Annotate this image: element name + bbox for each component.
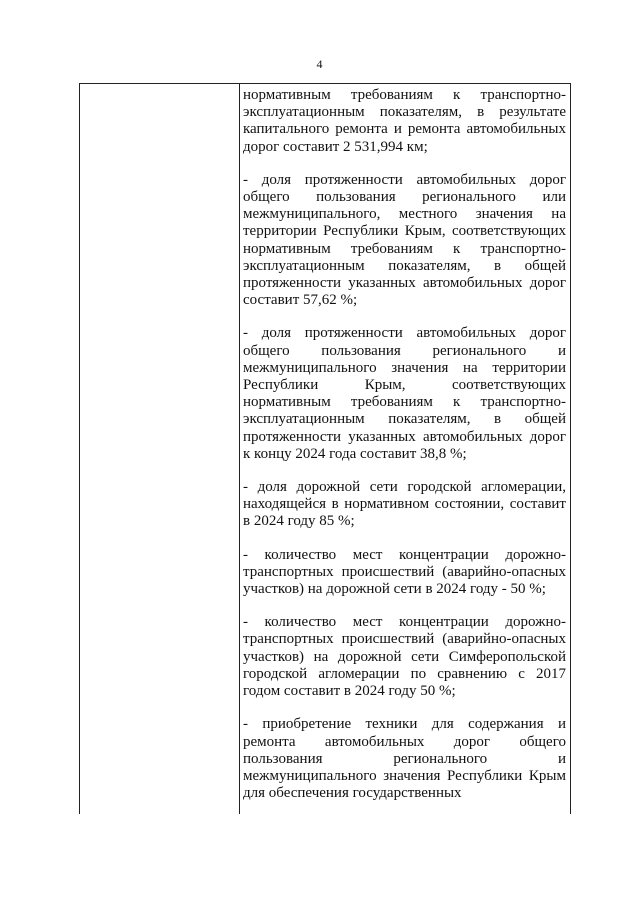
page-number: 4 bbox=[316, 57, 323, 71]
paragraph-share-roads-regional-2024: - доля протяженности автомобильных дорог общего пользования регионального и межмуниципального значения на территории Республики Крым, соответствующих нормативным требованиям к транспортно-эксплуатационным показателям, в общей протяженности указанных автомобильных дорог к концу 2024 года составит 38,8 %; bbox=[243, 325, 566, 462]
paragraph-equipment-purchase: - приобретение техники для содержания и ремонта автомобильных дорог общего пользования регионального и межмуниципального значения Республики Крым для обеспечения государственных bbox=[243, 716, 566, 802]
table-right-cell bbox=[240, 84, 570, 814]
table-left-cell bbox=[80, 84, 240, 814]
document-table bbox=[79, 83, 571, 814]
paragraph-share-roads-regional-local: - доля протяженности автомобильных дорог общего пользования регионального или межмуниципального, местного значения на территории Республики Крым, соответствующих нормативным требованиям к транспортно-эксплуатационным показателям, в общей протяженности указанных автомобильных дорог составит 57,62 %; bbox=[243, 171, 566, 309]
paragraph-accident-places: - количество мест концентрации дорожно-транспортных происшествий (аварийно-опасных участков) на дорожной сети в 2024 году - 50 %; bbox=[243, 546, 566, 598]
paragraph-agglomeration-network: - доля дорожной сети городской агломерации, находящейся в нормативном состоянии, составит в 2024 году 85 %; bbox=[243, 479, 566, 530]
paragraph-accident-places-simferopol: - количество мест концентрации дорожно-транспортных происшествий (аварийно-опасных участков) на дорожной сети Симферопольской городской агломерации по сравнению с 2017 годом составит в 2024 году 50 %; bbox=[243, 614, 566, 700]
paragraph-road-length-repair: нормативным требованиям к транспортно-эксплуатационным показателям, в результате капитального ремонта и ремонта автомобильных дорог составит 2 531,994 км; bbox=[243, 87, 566, 155]
